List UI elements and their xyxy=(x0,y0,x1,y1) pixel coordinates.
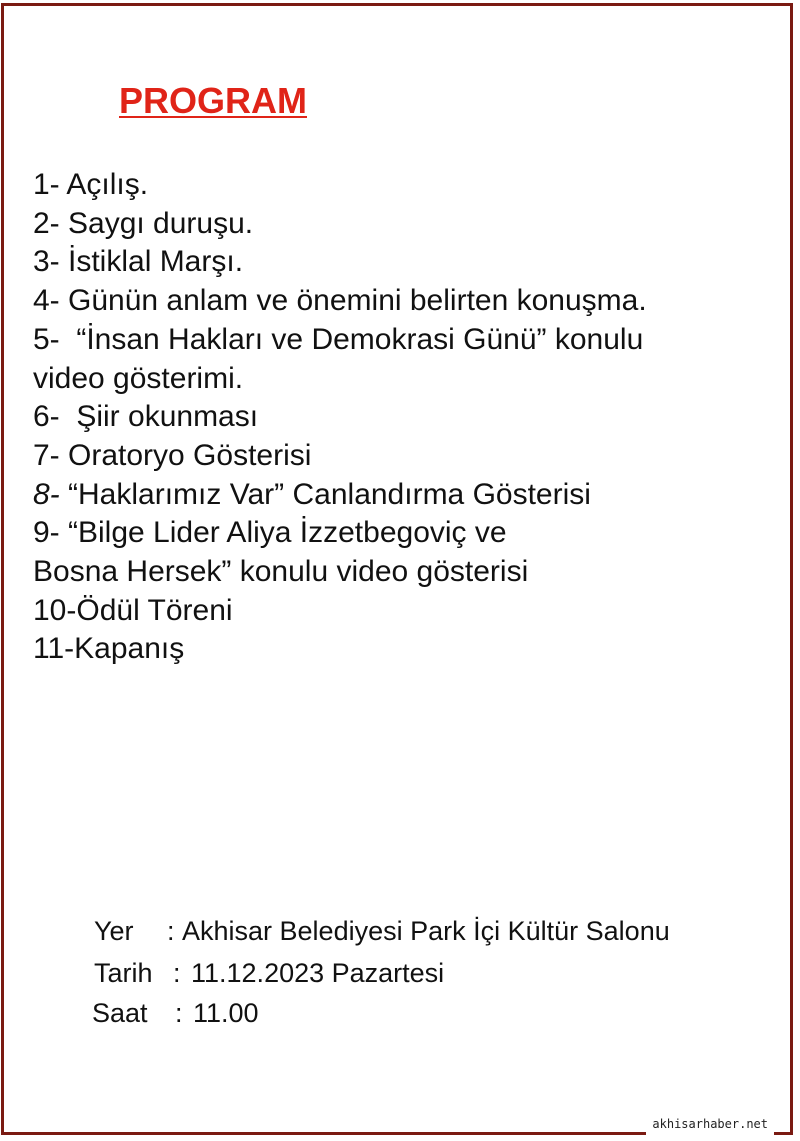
watermark: akhisarhaber.net xyxy=(646,1112,774,1136)
program-item xyxy=(33,476,647,515)
program-item: 4- Günün anlam ve önemini belirten konuşma. xyxy=(33,284,647,318)
program-list xyxy=(33,166,647,669)
program-title: PROGRAM xyxy=(119,80,307,121)
detail-separator: : xyxy=(167,916,175,946)
program-item: 7- Oratoryo Gösterisi xyxy=(33,438,312,472)
program-item: 2- Saygı duruşu. xyxy=(33,206,254,240)
program-item: 11-Kapanış xyxy=(33,632,185,666)
detail-label: Tarih xyxy=(94,958,153,988)
program-item-text: “Haklarımız Var” Canlandırma Gösterisi xyxy=(68,477,591,511)
detail-value: 11.00 xyxy=(193,998,259,1028)
detail-separator: : xyxy=(175,998,183,1028)
program-item: 1- Açılış. xyxy=(33,168,149,201)
detail-value: 11.12.2023 Pazartesi xyxy=(191,958,445,988)
program-item: 10-Ödül Töreni xyxy=(33,593,233,627)
program-item-continuation: video gösterimi. xyxy=(33,361,244,395)
program-item: 3- İstiklal Marşı. xyxy=(33,245,244,279)
program-item: 9- “Bilge Lider Aliya İzzetbegoviç ve xyxy=(33,516,507,550)
detail-separator: : xyxy=(173,958,181,988)
program-item-number: 8- xyxy=(33,477,60,511)
program-item-continuation: Bosna Hersek” konulu video gösterisi xyxy=(33,555,529,589)
detail-label: Yer xyxy=(94,916,134,946)
detail-label: Saat xyxy=(92,998,148,1028)
program-item: 5- “İnsan Hakları ve Demokrasi Günü” konulu xyxy=(33,322,644,356)
program-item: 6- Şiir okunması xyxy=(33,400,259,434)
detail-value: Akhisar Belediyesi Park İçi Kültür Salonu xyxy=(182,916,670,946)
